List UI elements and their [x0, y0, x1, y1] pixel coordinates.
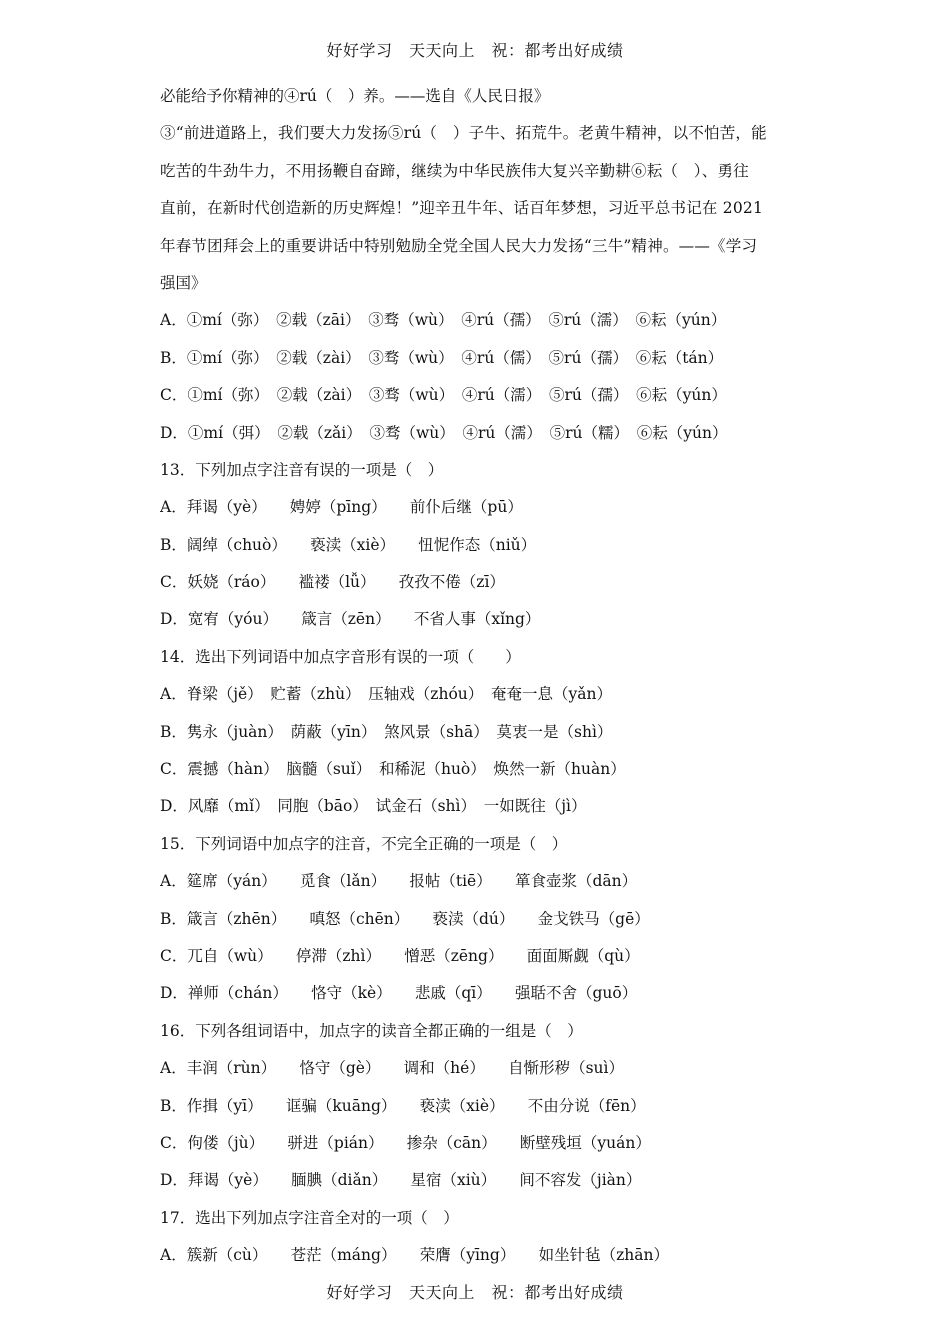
option-line: A．丰润（rùn） 恪守（gè） 调和（hé） 自惭形秽（suì）: [160, 1059, 624, 1078]
page-header: 好好学习 天天向上 祝：都考出好成绩: [326, 41, 624, 60]
option-line: D．宽宥（yóu） 箴言（zēn） 不省人事（xǐng）: [160, 610, 541, 629]
page-footer: 好好学习 天天向上 祝：都考出好成绩: [326, 1283, 624, 1302]
option-line: A．脊梁（jě） 贮蓄（zhù） 压轴戏（zhóu） 奄奄一息（yǎn）: [160, 685, 612, 704]
question-14: 14．选出下列词语中加点字音形有误的一项（ ）: [160, 647, 521, 666]
option-line: A．①mí（弥） ②载（zāi） ③骛（wù） ④rú（孺） ⑤rú（濡） ⑥耘（yún）: [160, 311, 727, 330]
option-line: C．妖娆（ráo） 褴褛（lǚ） 孜孜不倦（zī）: [160, 573, 505, 592]
option-line: C．震撼（hàn） 脑髓（suǐ） 和稀泥（huò） 焕然一新（huàn）: [160, 760, 626, 779]
option-line: B．隽永（juàn） 荫蔽（yīn） 煞风景（shā） 莫衷一是（shì）: [160, 722, 613, 741]
option-line: C．佝偻（jù） 骈进（pián） 掺杂（cān） 断壁残垣（yuán）: [160, 1133, 651, 1152]
question-13: 13．下列加点字注音有误的一项是（ ）: [160, 460, 444, 479]
option-line: B．作揖（yī） 诓骗（kuāng） 亵渎（xiè） 不由分说（fēn）: [160, 1096, 646, 1115]
option-line: A．筵席（yán） 觅食（lǎn） 报帖（tiē） 箪食壶浆（dān）: [160, 872, 638, 891]
option-line: A．拜谒（yè） 娉婷（pīng） 前仆后继（pū）: [160, 498, 523, 517]
option-line: D．①mí（弭） ②载（zǎi） ③骛（wù） ④rú（濡） ⑤rú（糯） ⑥耘（yún）: [160, 423, 728, 442]
option-line: B．箴言（zhēn） 嗔怒（chēn） 亵渎（dú） 金戈铁马（gē）: [160, 909, 650, 928]
option-line: D．禅师（chán） 恪守（kè） 悲戚（qī） 强聒不舍（guō）: [160, 984, 638, 1003]
text-line: ③“前进道路上，我们要大力发扬⑤rú（ ）子牛、拓荒牛。老黄牛精神，以不怕苦，能: [160, 124, 767, 143]
option-line: C．①mí（弥） ②载（zài） ③骛（wù） ④rú（濡） ⑤rú（孺） ⑥耘（yún）: [160, 386, 727, 405]
option-line: D．拜谒（yè） 腼腆（diǎn） 星宿（xiù） 间不容发（jiàn）: [160, 1171, 642, 1190]
text-line: 强国》: [160, 273, 207, 292]
option-line: D．风靡（mǐ） 同胞（bāo） 试金石（shì） 一如既往（jì）: [160, 797, 587, 816]
option-line: C．兀自（wù） 停滞（zhì） 憎恶（zēng） 面面厮觑（qù）: [160, 946, 640, 965]
text-line: 吃苦的牛劲牛力，不用扬鞭自奋蹄，继续为中华民族伟大复兴辛勤耕⑥耘（ ）、勇往: [160, 161, 749, 180]
option-line: A．簇新（cù） 苍茫（máng） 荣膺（yīng） 如坐针毡（zhān）: [160, 1246, 669, 1265]
text-line: 直前，在新时代创造新的历史辉煌！”迎辛丑牛年、话百年梦想，习近平总书记在 2021: [160, 199, 763, 218]
question-17: 17．选出下列加点字注音全对的一项（ ）: [160, 1208, 459, 1227]
text-line: 年春节团拜会上的重要讲话中特别勉励全党全国人民大力发扬“三牛”精神。——《学习: [160, 236, 758, 255]
text-line: 必能给予你精神的④rú（ ）养。——选自《人民日报》: [160, 87, 550, 105]
option-line: B．①mí（弥） ②载（zài） ③骛（wù） ④rú（儒） ⑤rú（孺） ⑥耘（tán）: [160, 348, 724, 367]
question-15: 15．下列词语中加点字的注音，不完全正确的一项是（ ）: [160, 834, 568, 853]
document-body: [160, 78, 792, 1275]
option-line: B．阔绰（chuò） 亵渎（xiè） 忸怩作态（niǔ）: [160, 535, 537, 554]
question-16: 16．下列各组词语中，加点字的读音全都正确的一组是（ ）: [160, 1021, 583, 1040]
